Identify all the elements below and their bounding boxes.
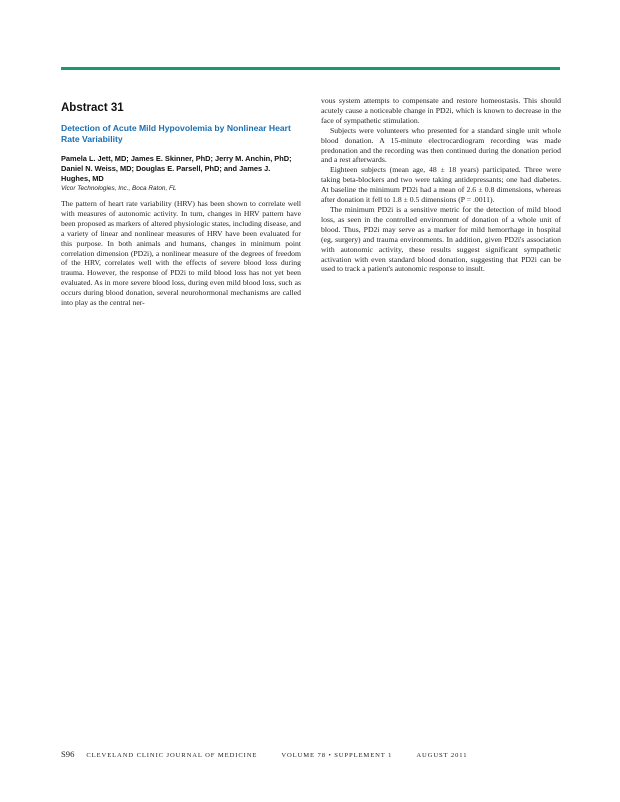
page-footer xyxy=(61,744,467,762)
page-number: S96 xyxy=(61,749,75,759)
body-paragraph: vous system attempts to compensate and restore homeostasis. This should acutely cause a noticeable change in PD2i, which is known to decrease in the face of sympathetic stimulation. xyxy=(321,96,561,125)
top-rule xyxy=(61,67,560,70)
body-paragraph: Subjects were volunteers who presented for a standard single unit whole blood donation. A 15-minute electrocardiogram recording was made predonation and the recording was then continued during the donation period and a rest afterwards. xyxy=(321,125,561,165)
body-paragraph: The pattern of heart rate variability (HRV) has been shown to correlate well with measures of autonomic activity. In turn, changes in HRV pattern have been proposed as markers of altered physiologic states, including disease, and a variety of linear and nonlinear measures of HRV have been evaluated for this purpose. In both animals and humans, changes in minimum point correlation dimension (PD2i), a nonlinear measure of the degrees of freedom of the HRV, correlates well with the effects of severe blood loss during trauma. However, the response of PD2i to mild blood loss has not yet been evaluated. As in more severe blood loss, during even mild blood loss, such as occurs during blood donation, several neurohormonal mechanisms are called into play as the central ner- xyxy=(61,199,301,308)
journal-name: CLEVELAND CLINIC JOURNAL OF MEDICINE xyxy=(86,752,258,759)
affiliation: Vicor Technologies, Inc., Boca Raton, FL xyxy=(61,185,177,192)
right-column xyxy=(321,96,561,274)
abstract-label: Abstract 31 xyxy=(61,102,124,114)
authors-line-1: Pamela L. Jett, MD; James E. Skinner, PhD; Jerry M. Anchin, PhD; xyxy=(61,154,292,163)
article-title: Detection of Acute Mild Hypovolemia by Nonlinear Heart Rate Variability xyxy=(61,123,291,144)
volume-info: VOLUME 78 • SUPPLEMENT 1 xyxy=(281,752,393,759)
left-column xyxy=(61,96,301,308)
body-paragraph: The minimum PD2i is a sensitive metric for the detection of mild blood loss, as seen in the controlled environment of donation of a whole unit of blood. Thus, PD2i may serve as a marker for mild hemorrhage in hospital (eg, surgery) and trauma environments. In addition, given PD2i's association with autonomic activity, these results suggest significant sympathetic activation with even standard blood donation, suggesting that PD2i can be used to track a patient's autonomic response to insult. xyxy=(321,204,561,274)
issue-date: AUGUST 2011 xyxy=(416,752,468,759)
authors-line-2: Daniel N. Weiss, MD; Douglas E. Parsell, PhD; and James J. Hughes, MD xyxy=(61,164,271,183)
body-paragraph: Eighteen subjects (mean age, 48 ± 18 years) participated. Three were taking beta-blockers and two were taking antidepressants; one had diabetes. At baseline the minimum PD2i had a mean of 2.6 ± 0.8 dimensions, whereas after donation it fell to 1.8 ± 0.5 dimensions (P = .0011). xyxy=(321,165,561,205)
